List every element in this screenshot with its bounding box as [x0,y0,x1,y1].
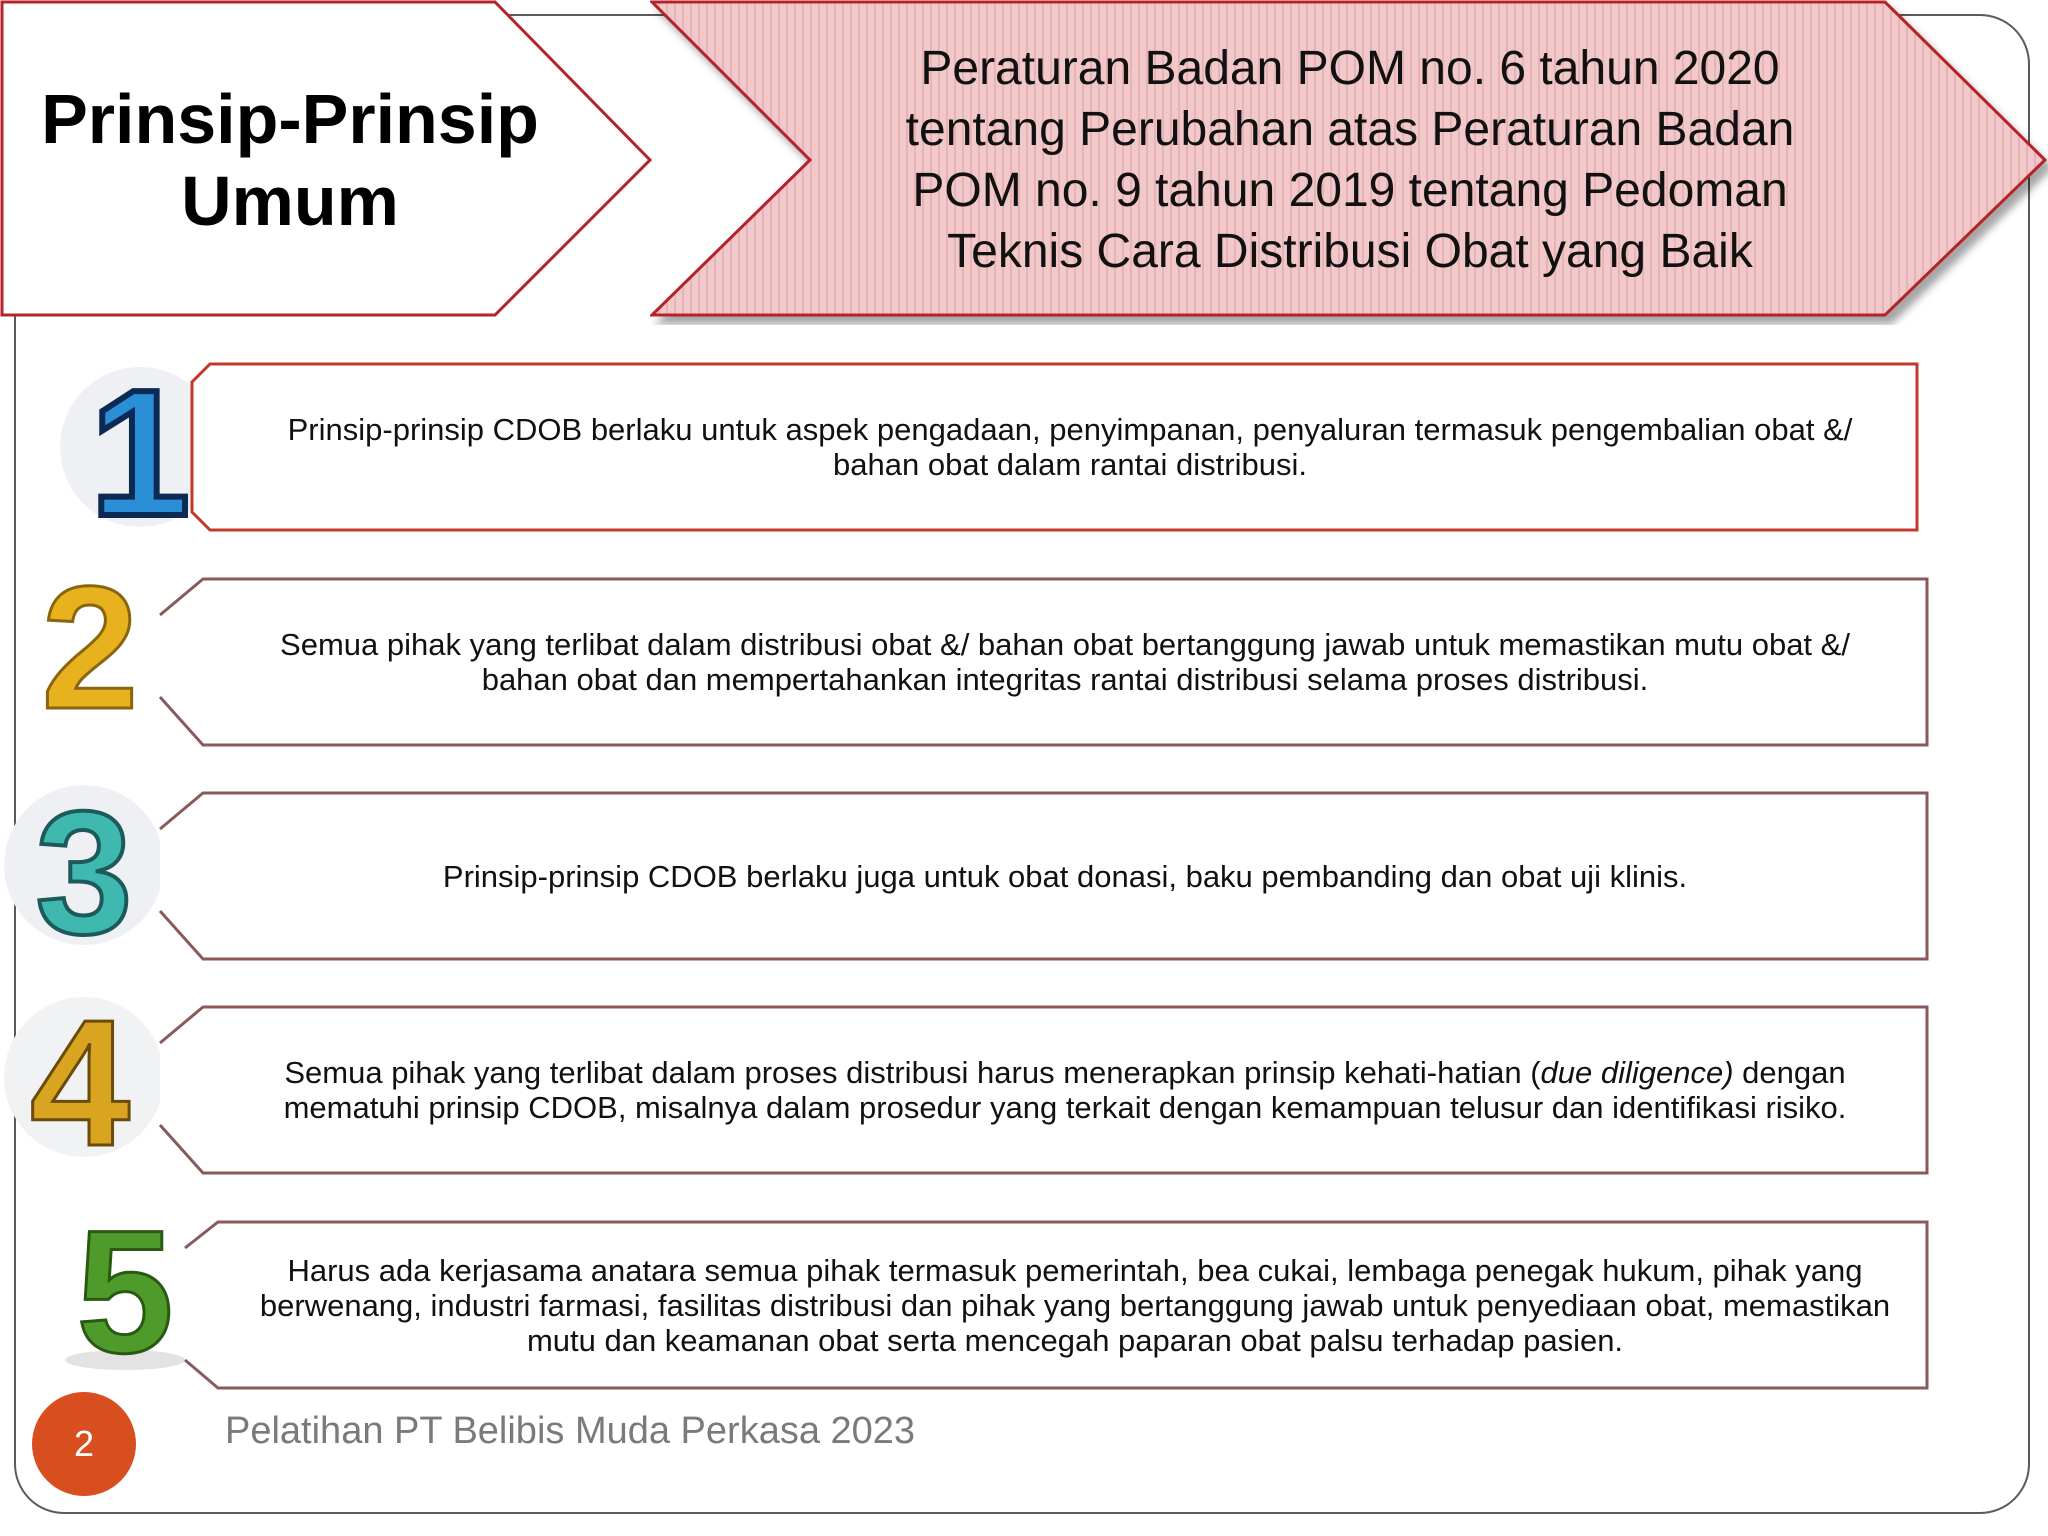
principle-item-2 [155,577,1930,747]
number-4-graphic [2,995,167,1160]
principle-item-4 [155,1005,1930,1175]
due-diligence-italic: due diligence) [1540,1055,1734,1090]
footer-text: Pelatihan PT Belibis Muda Perkasa 2023 [225,1410,916,1452]
principle-item-3 [155,791,1930,961]
number-1-digit: 1 [89,365,191,530]
number-4-digit: 4 [29,995,131,1160]
number-5-digit: 5 [76,1210,174,1375]
regulation-box [650,0,2048,325]
number-3-graphic [2,783,167,948]
principle-text-2: Semua pihak yang terlibat dalam distribusi obat &/ bahan obat bertanggung jawab untuk memastikan mutu obat &/ bahan obat dan mempertahankan integritas rantai distribusi selama proses distribusi. [280,627,1850,697]
title-box [0,0,660,320]
regulation-text [850,38,1850,282]
number-5-graphic [50,1210,200,1375]
number-2-digit: 2 [41,568,139,718]
regulation-line-1: Peraturan Badan POM no. 6 tahun 2020 [920,42,1780,95]
regulation-line-4: Teknis Cara Distribusi Obat yang Baik [947,225,1753,278]
principle-text-4: Semua pihak yang terlibat dalam proses distribusi harus menerapkan prinsip kehati-hatian (due diligence) dengan mematuhi prinsip CDOB, misalnya dalam prosedur yang terkait dengan kemampuan telusur dan identifikasi risiko. [283,1055,1847,1125]
principle-text-3: Prinsip-prinsip CDOB berlaku juga untuk obat donasi, baku pembanding dan obat uji klinis. [442,858,1688,894]
page-number-badge: 2 [32,1392,136,1496]
principle-item-1 [190,362,1920,532]
number-2-graphic [22,568,162,718]
page-title [20,78,560,242]
title-line-2: Umum [181,162,399,240]
principle-item-5 [180,1220,1930,1390]
number-3-digit: 3 [35,783,133,948]
principle-text-5: Harus ada kerjasama anatara semua pihak termasuk pemerintah, bea cukai, lembaga penegak hukum, pihak yang berwenang, industri farmasi, fasilitas distribusi dan pihak yang bertanggung jawab untuk penyediaan obat, memastikan mutu dan keamanan obat serta mencegah paparan obat palsu terhadap pasien. [259,1252,1891,1358]
title-line-1: Prinsip-Prinsip [41,80,539,158]
principle-text-1: Prinsip-prinsip CDOB berlaku untuk aspek pengadaan, penyimpanan, penyaluran termasuk pengembalian obat &/ bahan obat dalam rantai distribusi. [287,412,1853,482]
regulation-line-2: tentang Perubahan atas Peraturan Badan [905,103,1795,156]
regulation-line-3: POM no. 9 tahun 2019 tentang Pedoman [912,164,1788,217]
